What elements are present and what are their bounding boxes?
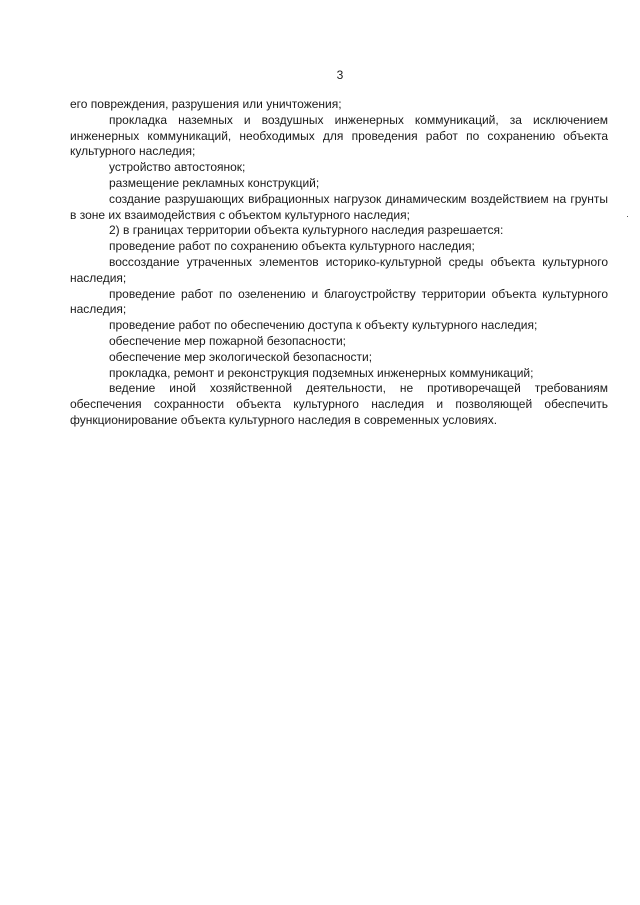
paragraph: обеспечение мер пожарной безопасности; (109, 333, 346, 348)
page-number: 3 (336, 68, 344, 82)
scan-speck (627, 216, 628, 217)
paragraph: устройство автостоянок; (109, 160, 246, 175)
paragraph: обеспечение мер экологической безопасности; (109, 349, 373, 364)
paragraph: 2) в границах территории объекта культурного наследия разрешается: (109, 223, 504, 238)
paragraph: его повреждения, разрушения или уничтожения; (70, 97, 342, 111)
paragraph: размещение рекламных конструкций; (109, 175, 320, 190)
paragraph: проведение работ по озеленению и благоустройству территории объекта культурного наследия; (70, 286, 608, 317)
document-body (70, 97, 608, 429)
paragraph: проведение работ по обеспечению доступа к объекту культурного наследия; (109, 318, 538, 333)
paragraph: прокладка наземных и воздушных инженерных коммуникаций, за исключением инженерных коммуникаций, необходимых для проведения работ по сохранению объекта культурного наследия; (70, 112, 608, 159)
paragraph: воссоздание утраченных элементов историко-культурной среды объекта культурного наследия; (70, 254, 608, 285)
paragraph: прокладка, ремонт и реконструкция подземных инженерных коммуникаций; (109, 365, 534, 380)
paragraph: ведение иной хозяйственной деятельности, не противоречащей требованиям обеспечения сохранности объекта культурного наследия и позволяющей обеспечить функционирование объекта культурного наследия в современных условиях. (70, 381, 608, 427)
paragraph: создание разрушающих вибрационных нагрузок динамическим воздействием на грунты в зоне их взаимодействия с объектом культурного наследия; (70, 191, 608, 222)
paragraph: проведение работ по сохранению объекта культурного наследия; (109, 239, 475, 254)
